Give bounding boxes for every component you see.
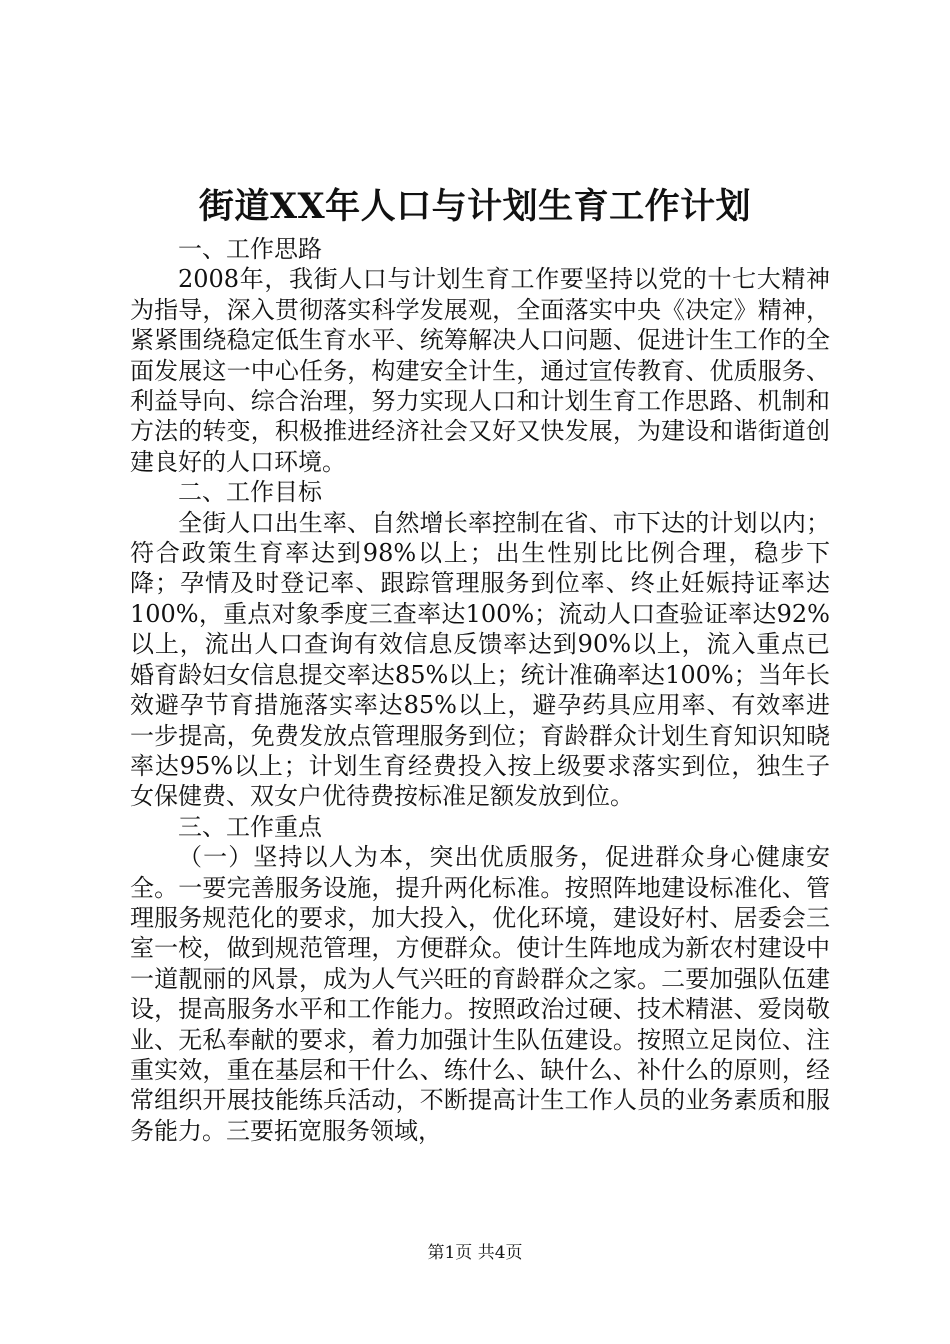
document-body <box>130 234 830 1146</box>
section-heading-focus: 三、工作重点 <box>178 812 322 841</box>
section-heading-ideas: 一、工作思路 <box>178 235 322 263</box>
paragraph-focus: （一）坚持以人为本，突出优质服务，促进群众身心健康安全。一要完善服务设施，提升两化标准。按照阵地建设标准化、管理服务规范化的要求，加大投入，优化环境，建设好村、居委会三室一校，做到规范管理，方便群众。使计生阵地成为新农村建设中一道靓丽的风景，成为人气兴旺的育龄群众之家。二要加强队伍建设，提高服务水平和工作能力。按照政治过硬、技术精湛、爱岗敬业、无私奉献的要求，着力加强计生队伍建设。按照立足岗位、注重实效，重在基层和干什么、练什么、缺什么、补什么的原则，经常组织开展技能练兵活动，不断提高计生工作人员的业务素质和服务能力。三要拓宽服务领域， <box>130 843 830 1145</box>
paragraph-goals: 全街人口出生率、自然增长率控制在省、市下达的计划以内；符合政策生育率达到98%以上；出生性别比比例合理，稳步下降；孕情及时登记率、跟踪管理服务到位率、终止妊娠持证率达100%，重点对象季度三查率达100%；流动人口查验证率达92%以上，流出人口查询有效信息反馈率达到90%以上，流入重点已婚育龄妇女信息提交率达85%以上；统计准确率达100%；当年长效避孕节育措施落实率达85%以上，避孕药具应用率、有效率进一步提高，免费发放点管理服务到位；育龄群众计划生育知识知晓率达95%以上；计划生育经费投入按上级要求落实到位，独生子女保健费、双女户优待费按标准足额发放到位。 <box>130 508 830 811</box>
paragraph-ideas: 2008年，我街人口与计划生育工作要坚持以党的十七大精神为指导，深入贯彻落实科学发展观，全面落实中央《决定》精神，紧紧围绕稳定低生育水平、统筹解决人口问题、促进计生工作的全面发展这一中心任务，构建安全计生，通过宣传教育、优质服务、利益导向、综合治理，努力实现人口和计划生育工作思路、机制和方法的转变，积极推进经济社会又好又快发展，为建设和谐街道创建良好的人口环境。 <box>130 265 830 476</box>
page-number-footer: 第1页 共4页 <box>427 1243 523 1263</box>
section-heading-goals: 二、工作目标 <box>178 478 322 507</box>
document-title: 街道XX年人口与计划生育工作计划 <box>198 186 752 227</box>
